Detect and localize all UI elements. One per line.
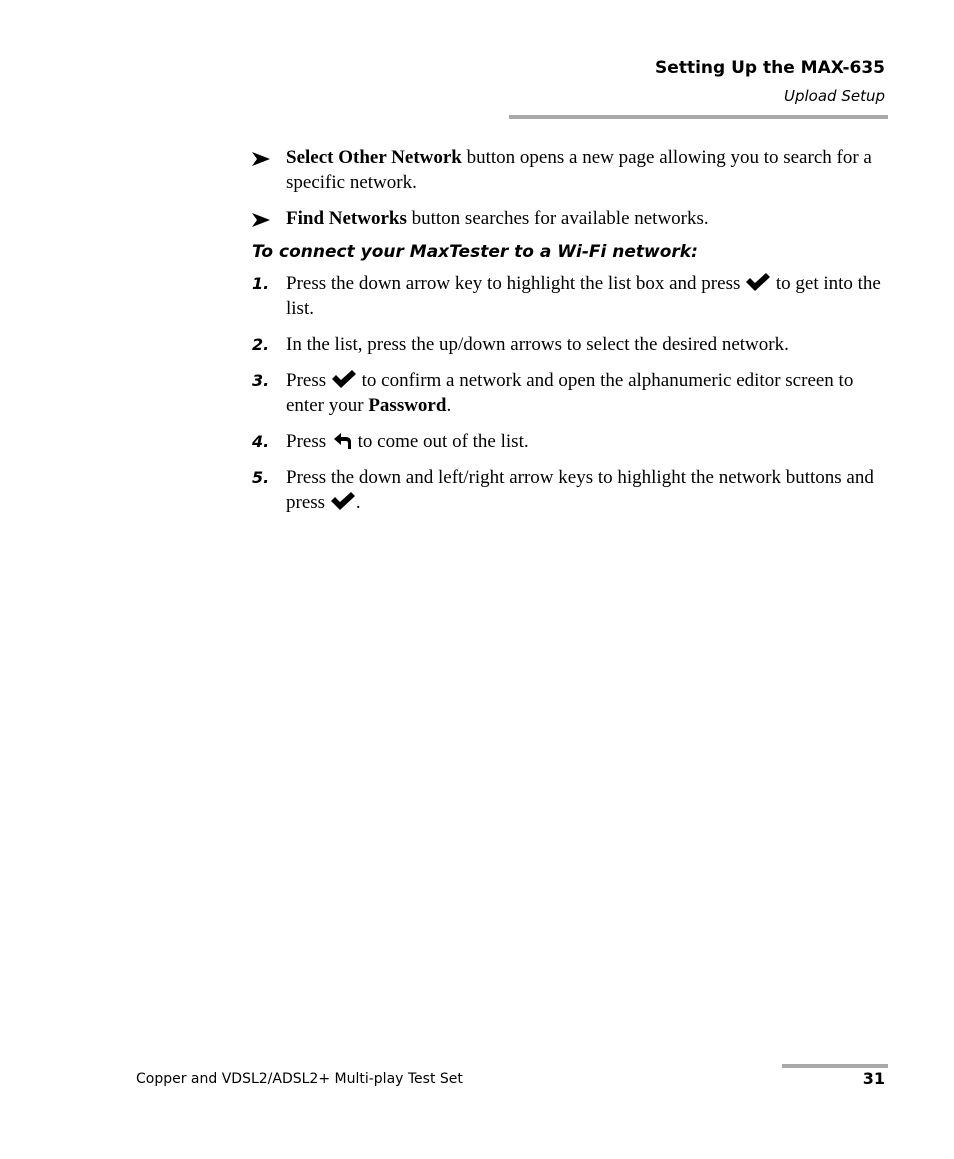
step-text: to come out of the list. xyxy=(352,431,529,452)
step-number: 2. xyxy=(252,335,270,354)
step-text: Press the down arrow key to highlight the list box and press xyxy=(286,273,746,294)
checkmark-icon xyxy=(330,491,356,511)
bullet-item xyxy=(250,145,890,195)
procedure-title: To connect your MaxTester to a Wi-Fi network: xyxy=(252,242,698,262)
step-text: Press xyxy=(286,370,331,391)
step-number: 5. xyxy=(252,468,270,487)
step-item xyxy=(250,465,890,515)
arrowhead-bullet-icon xyxy=(252,152,270,166)
page-content xyxy=(250,145,890,526)
footer-rule xyxy=(782,1064,888,1068)
header-rule xyxy=(509,115,888,119)
bullet-bold: Find Networks xyxy=(286,208,407,229)
step-item xyxy=(250,429,890,454)
bullet-item xyxy=(250,206,890,231)
header-subtitle: Upload Setup xyxy=(784,87,885,105)
step-text: Press the down and left/right arrow keys to highlight the network buttons and press xyxy=(286,467,874,513)
step-item xyxy=(250,368,890,418)
step-text: In the list, press the up/down arrows to select the desired network. xyxy=(286,334,789,355)
checkmark-icon xyxy=(331,369,357,389)
step-number: 4. xyxy=(252,432,270,451)
page-number: 31 xyxy=(862,1069,885,1088)
step-item xyxy=(250,271,890,321)
step-item xyxy=(250,332,890,357)
step-number: 3. xyxy=(252,371,270,390)
back-arrow-icon xyxy=(331,430,353,450)
footer-text: Copper and VDSL2/ADSL2+ Multi-play Test Set xyxy=(136,1071,463,1087)
step-number: 1. xyxy=(252,274,270,293)
step-text: . xyxy=(355,492,361,513)
step-bold: Password xyxy=(368,395,447,416)
header-title: Setting Up the MAX-635 xyxy=(655,58,885,78)
step-text: to get into the list. xyxy=(286,273,881,319)
step-text: Press xyxy=(286,431,331,452)
step-text: . xyxy=(446,395,452,416)
bullet-text: button opens a new page allowing you to search for a specific network. xyxy=(286,147,872,193)
checkmark-icon xyxy=(745,272,771,292)
bullet-bold: Select Other Network xyxy=(286,147,462,168)
step-text: to confirm a network and open the alphanumeric editor screen to enter your xyxy=(286,370,854,416)
bullet-text: button searches for available networks. xyxy=(406,208,709,229)
arrowhead-bullet-icon xyxy=(252,213,270,227)
